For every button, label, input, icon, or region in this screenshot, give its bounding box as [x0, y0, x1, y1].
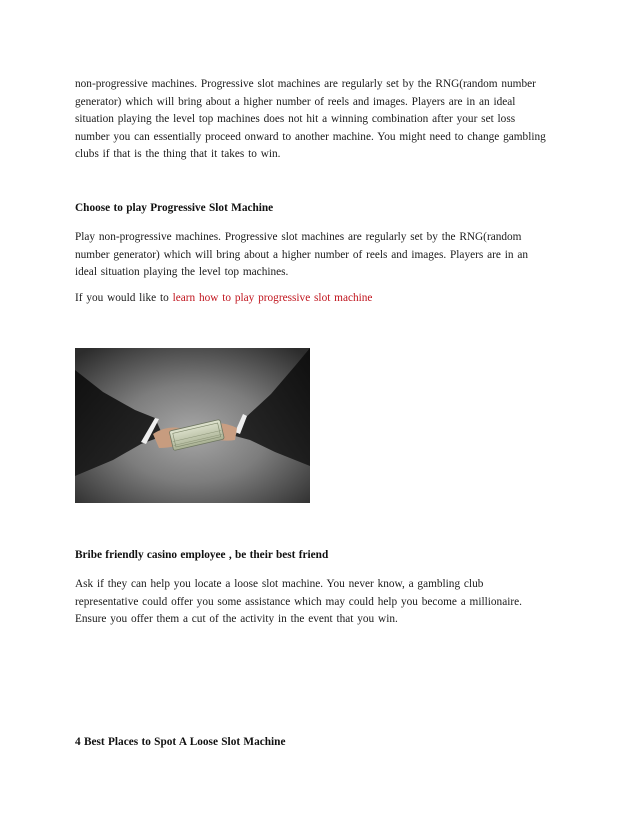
- intro-line: clubs if that is the thing that it takes to win.: [75, 148, 281, 161]
- cash-handshake-image: [75, 348, 310, 503]
- bribe-line: Ensure you offer them a cut of the activity in the event that you win.: [75, 613, 398, 626]
- intro-paragraph: [75, 76, 565, 164]
- bribe-line: Ask if they can help you locate a loose slot machine. You never know, a gambling club: [75, 578, 484, 590]
- places-heading: 4 Best Places to Spot A Loose Slot Machine: [75, 736, 286, 748]
- progressive-line: number generator) which will bring about a higher number of reels and images. Players are in an: [75, 248, 528, 261]
- bribe-paragraph: [75, 576, 565, 629]
- intro-line: generator) which will bring about a higher number of reels and images. Players are in an ideal: [75, 95, 516, 108]
- progressive-slot-link[interactable]: learn how to play progressive slot machine: [172, 292, 373, 304]
- bribe-heading: Bribe friendly casino employee , be their best friend: [75, 549, 329, 561]
- progressive-line: Play non-progressive machines. Progressive slot machines are regularly set by the RNG(random: [75, 231, 522, 243]
- intro-line: number you can essentially proceed onward to another machine. You might need to change gambling: [75, 130, 546, 143]
- progressive-paragraph: [75, 229, 565, 282]
- progressive-line: ideal situation playing the level top machines.: [75, 266, 289, 279]
- learn-more-prefix: If you would like to: [75, 292, 173, 304]
- progressive-heading: Choose to play Progressive Slot Machine: [75, 202, 274, 214]
- bribe-line: representative could offer you some assistance which may could help you become a millionaire.: [75, 595, 522, 608]
- intro-line: situation playing the level top machines does not hit a winning combination after your set loss: [75, 113, 516, 126]
- learn-more-paragraph: [75, 290, 565, 308]
- intro-line: non-progressive machines. Progressive slot machines are regularly set by the RNG(random number: [75, 78, 536, 90]
